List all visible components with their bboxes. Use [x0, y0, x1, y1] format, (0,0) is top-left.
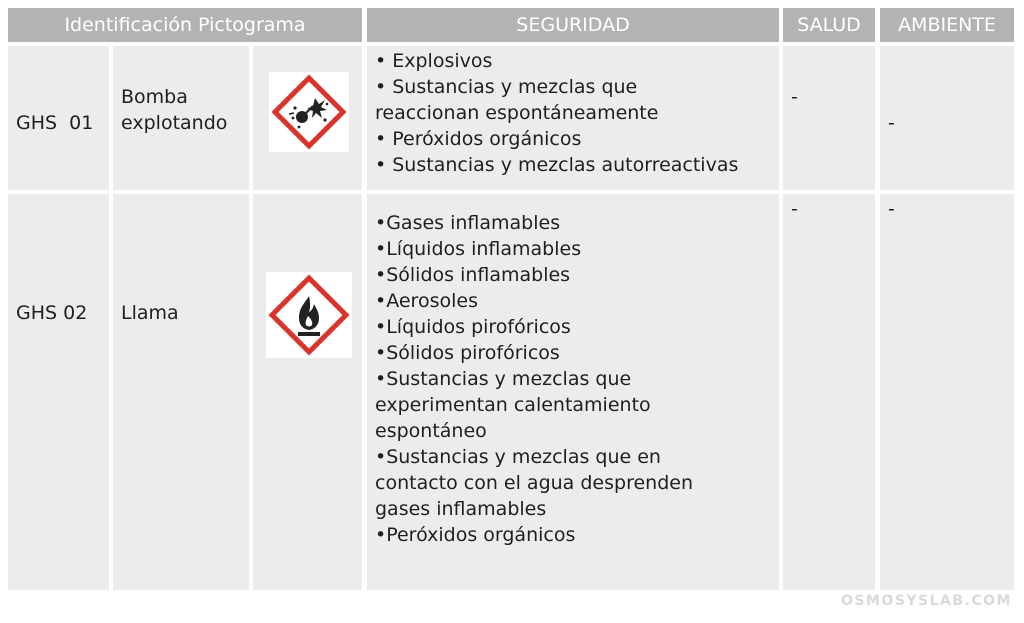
list-item: •Líquidos inflamables [375, 238, 582, 260]
row1-code-cell [8, 46, 109, 190]
row2-code: GHS 02 [16, 302, 88, 324]
row2-security-list [375, 210, 771, 548]
list-item: • Explosivos [375, 50, 493, 72]
row2-name-cell [113, 194, 249, 590]
header-identification: Identificación Pictograma [8, 8, 362, 42]
list-item: contacto con el agua desprenden [375, 472, 693, 494]
row2-code-cell [8, 194, 109, 590]
list-item: • Sustancias y mezclas que [375, 76, 638, 98]
row1-health-cell [783, 46, 875, 190]
row1-pictogram-cell [253, 46, 362, 190]
row2-health-value: - [791, 198, 798, 220]
list-item: • Sustancias y mezclas autorreactivas [375, 154, 739, 176]
row2-pictogram-cell [253, 194, 362, 590]
list-item: •Gases inflamables [375, 212, 561, 234]
list-item: •Sólidos pirofóricos [375, 342, 560, 364]
exploding-bomb-icon [269, 72, 349, 152]
row2-environment-value: - [888, 198, 895, 220]
row1-name-cell [113, 46, 249, 190]
list-item: •Sustancias y mezclas que [375, 368, 632, 390]
row2-health-cell [783, 194, 875, 590]
row2-name: Llama [121, 302, 179, 324]
list-item: •Líquidos pirofóricos [375, 316, 571, 338]
header-health: SALUD [783, 8, 875, 42]
list-item: •Sólidos inflamables [375, 264, 571, 286]
row1-name-line1: Bomba [121, 86, 188, 108]
flame-icon [266, 272, 352, 358]
row1-environment-value: - [888, 112, 895, 134]
list-item: espontáneo [375, 420, 487, 442]
list-item: • Peróxidos orgánicos [375, 128, 582, 150]
row1-security-cell [367, 46, 779, 190]
row1-security-list [375, 48, 771, 178]
list-item: •Peróxidos orgánicos [375, 524, 576, 546]
header-environment: AMBIENTE [880, 8, 1014, 42]
list-item: reaccionan espontáneamente [375, 102, 659, 124]
header-security: SEGURIDAD [367, 8, 779, 42]
list-item: experimentan calentamiento [375, 394, 651, 416]
list-item: •Sustancias y mezclas que en [375, 446, 661, 468]
row2-security-cell [367, 194, 779, 590]
row1-environment-cell [880, 46, 1014, 190]
list-item: •Aerosoles [375, 290, 478, 312]
row2-environment-cell [880, 194, 1014, 590]
watermark: OSMOSYSLAB.COM [841, 593, 1012, 609]
list-item: gases inflamables [375, 498, 547, 520]
row1-health-value: - [791, 86, 798, 108]
row1-code: GHS 01 [16, 112, 94, 134]
row1-name-line2: explotando [121, 112, 228, 134]
